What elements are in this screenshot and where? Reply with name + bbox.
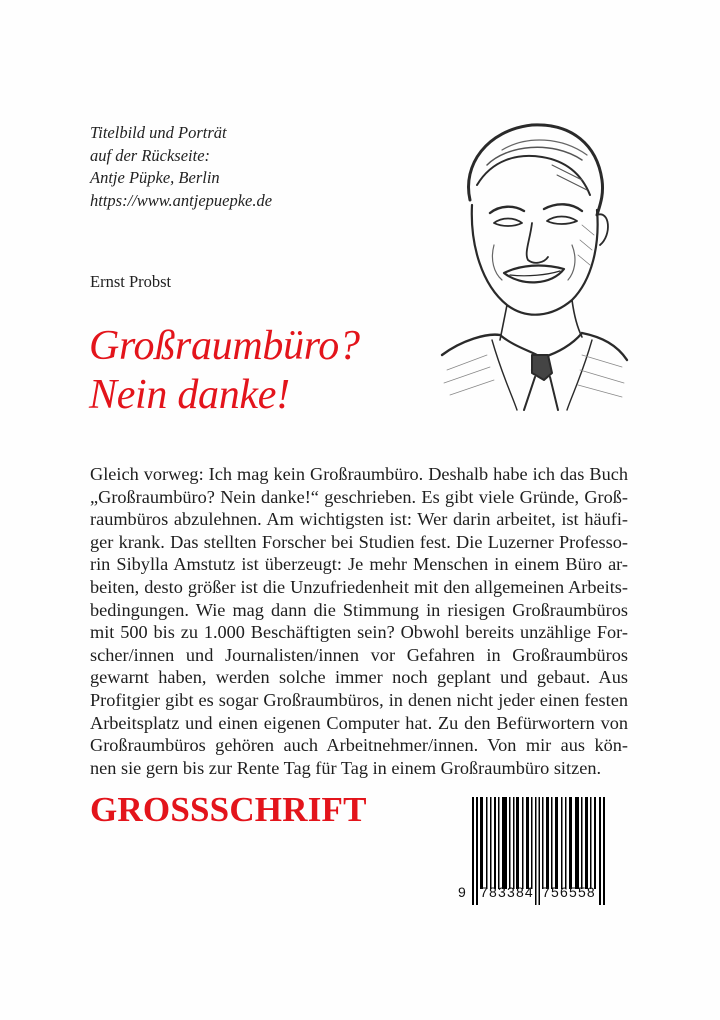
blurb-line: bedingungen. Wie mag dann die Stimmung in riesigen Großraumbüros xyxy=(90,599,628,620)
blurb-line: Großraumbüros gehören auch Arbeitnehmer/innen. Von mir aus kön- xyxy=(90,735,628,756)
book-title-line-2: Nein danke! xyxy=(89,372,290,418)
blurb-line: Gleich vorweg: Ich mag kein Großraumbüro. Deshalb habe ich das Buch xyxy=(90,464,628,484)
blurb-line: gewarnt haben, werden solche immer noch geplant und gebaut. Aus xyxy=(90,667,628,688)
isbn-right-group: 756558 xyxy=(542,884,596,900)
credits-line: Titelbild und Porträt xyxy=(90,123,227,142)
blurb-line: mit 500 bis zu 1.000 Beschäftigten sein? Obwohl bereits unzählige For- xyxy=(90,622,628,643)
back-cover-blurb xyxy=(90,463,628,779)
credits-line: auf der Rückseite: xyxy=(90,145,211,165)
book-title xyxy=(89,322,360,420)
blurb-line: Profitgier gibt es sogar Großraumbüros, in denen nicht jeder einen festen xyxy=(90,689,628,710)
cover-credits xyxy=(90,122,272,212)
blurb-line: „Großraumbüro? Nein danke!“ geschrieben. Es gibt viele Gründe, Groß- xyxy=(90,486,628,507)
author-portrait-sketch xyxy=(432,105,632,415)
publisher-imprint: GROSSSCHRIFT xyxy=(90,790,367,829)
book-title-line-1: Großraumbüro? xyxy=(89,323,360,369)
blurb-line: ger krank. Das stellten Forscher bei Studien fest. Die Luzerner Professo- xyxy=(90,531,628,552)
isbn-first-digit: 9 xyxy=(458,884,466,900)
credits-line: Antje Püpke, Berlin xyxy=(90,168,220,187)
blurb-line: rin Sibylla Amstutz ist überzeugt: Je mehr Menschen in einem Büro ar- xyxy=(90,554,628,575)
isbn-left-group: 783384 xyxy=(480,884,534,900)
blurb-line: beiten, desto größer ist die Unzufriedenheit mit den allgemeinen Arbeits- xyxy=(90,576,628,597)
blurb-line: Arbeitsplatz und einen eigenen Computer hat. Zu den Befürwortern von xyxy=(90,712,628,733)
blurb-line: raumbüros abzulehnen. Am wichtigsten ist: Wer darin arbeitet, ist häufi- xyxy=(90,509,628,530)
blurb-line: scher/innen und Journalisten/innen vor Gefahren in Großraumbüros xyxy=(90,644,628,665)
author-name: Ernst Probst xyxy=(90,272,172,291)
credits-url: https://www.antjepuepke.de xyxy=(90,190,273,210)
blurb-line: nen sie gern bis zur Rente Tag für Tag in einem Großraumbüro sitzen. xyxy=(90,757,602,778)
